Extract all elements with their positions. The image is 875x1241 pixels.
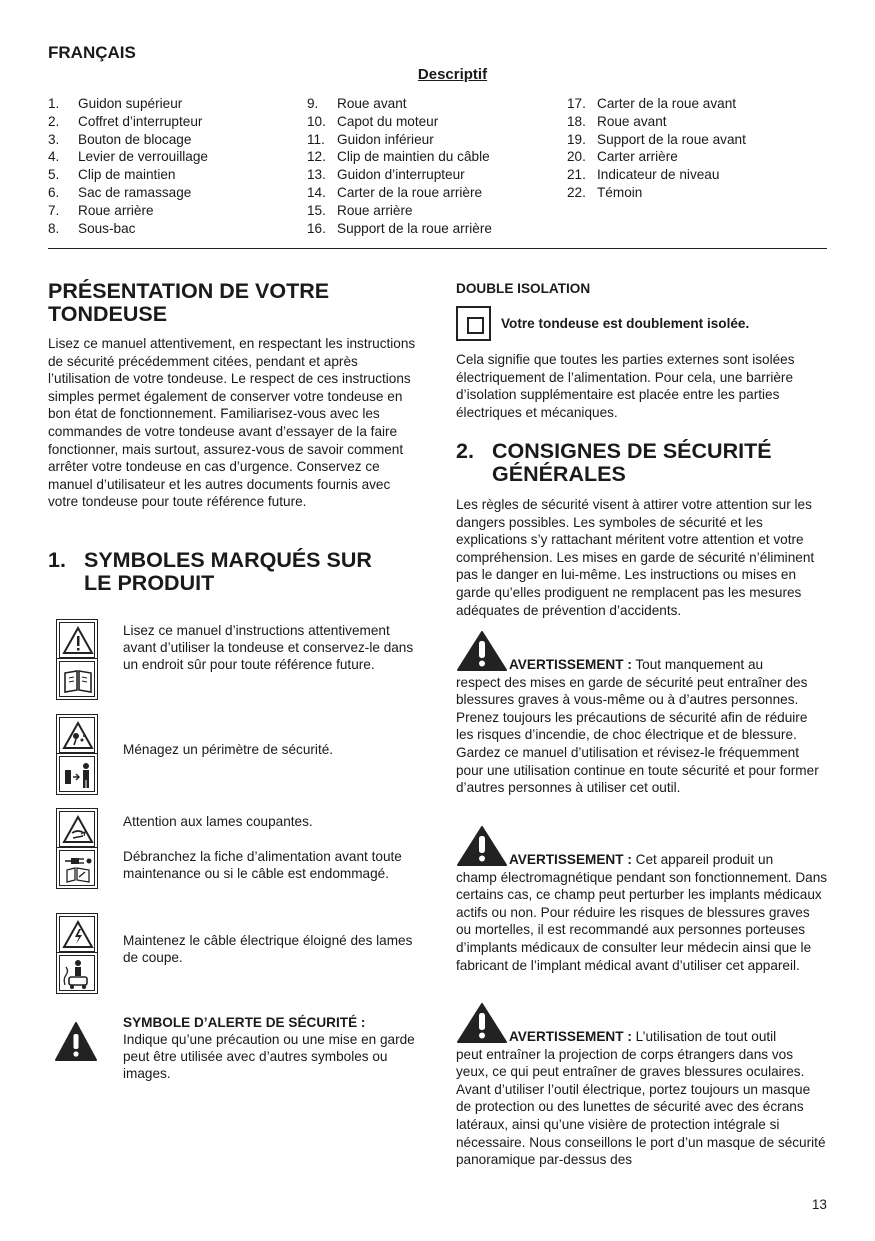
parts-list-item: 20. Carter arrière [567, 149, 678, 165]
symbol-text-safety-perimeter: Ménagez un périmètre de sécurité. [123, 742, 334, 757]
parts-list-item: 15. Roue arrière [307, 202, 413, 218]
parts-list-item: 18. Roue avant [567, 113, 667, 129]
warning-1: AVERTISSEMENT : Tout manquement au respect des mises en garde de sécurité peut entraîner des blessures graves à vous-même ou à d’autres personnes. Prenez toujours les précautions de sécurité afin de réduire les risques d’incendie, de choc électrique et de blessure. Gardez ce manuel d’utilisation et révisez-le fréquemment pour une utilisation continue en toute sécurité et pour former d’autres personnes à utiliser cet outil. [456, 657, 819, 796]
section1-heading: 1. SYMBOLES MARQUÉS SUR LE PRODUIT [48, 548, 372, 595]
warning-2: AVERTISSEMENT : Cet appareil produit un champ électromagnétique pendant son fonctionnement. Dans certains cas, ce champ peut perturber les implants médicaux actifs ou non. Pour réduire les risques de blessures graves ou mortelles, il est recommandé aux personnes porteuses d’implants médicaux de consulter leur médecin ainsi que le fabricant de l’implant médical avant d’utiliser cet appareil. [456, 852, 828, 973]
parts-list-item: 19. Support de la roue avant [567, 131, 746, 147]
safety-alert-icon [54, 1020, 98, 1064]
parts-list-item: 2. Coffret d’interrupteur [48, 113, 203, 129]
parts-list-column-1 [48, 95, 208, 237]
double-isolation-badge-text: Votre tondeuse est doublement isolée. [501, 316, 750, 331]
symbol-text-sharp-blades: Attention aux lames coupantes. [123, 814, 313, 829]
thrown-objects-icon [56, 714, 98, 756]
warning-3: AVERTISSEMENT : L’utilisation de tout outil peut entraîner la projection de corps étrangers dans vos yeux, ce qui peut entraîner de graves blessures oculaires. Avant d’utiliser l’outil électrique, portez toujours un masque de protection ou des lunettes de sécurité avec des écrans latéraux, ainsi qu’une visière de protection intégrale si nécessaire. Nous conseillons le port d’un masque de sécurité panoramique par-dessus des [456, 1029, 826, 1168]
parts-list-item: 16. Support de la roue arrière [307, 220, 492, 236]
parts-list-item: 9. Roue avant [307, 96, 407, 111]
parts-list-item: 4. Levier de verrouillage [48, 149, 208, 165]
double-isolation-title: DOUBLE ISOLATION [456, 281, 591, 296]
symbol-text-read-manual: Lisez ce manuel d’instructions attentivement avant d’utiliser la tondeuse et conservez-le dans un endroit sûr pour toute référence future. [123, 623, 414, 672]
safety-alert-text: SYMBOLE D’ALERTE DE SÉCURITÉ : Indique qu’une précaution ou une mise en garde peut être utilisée avec d’autres symboles ou images. [123, 1015, 415, 1081]
presentation-heading: PRÉSENTATION DE VOTRE TONDEUSE [48, 279, 330, 326]
warning-icon [56, 619, 98, 661]
parts-list-item: 12. Clip de maintien du câble [307, 149, 490, 165]
unplug-icon [56, 847, 98, 889]
manual-book-icon [56, 658, 98, 700]
parts-list-item: 8. Sous-bac [48, 220, 136, 236]
parts-list-item: 7. Roue arrière [48, 202, 154, 218]
parts-list-column-3 [567, 95, 746, 202]
parts-list-item: 5. Clip de maintien [48, 167, 176, 183]
presentation-body: Lisez ce manuel attentivement, en respectant les instructions de sécurité précédemment citées, pendant et après l’utilisation de votre tondeuse. Le respect de ces instructions simples permet également de conserver votre tondeuse en bon état de fonctionnement. Familiarisez-vous avec les commandes de votre tondeuse avant d’essayer de la faire fonctionner, mais surtout, assurez-vous de savoir comment arrêter votre tondeuse en cas d’urgence. Conservez ce manuel d’utilisateur et les autres documents fournis avec votre tondeuse pour toute référence future. [48, 336, 416, 510]
keep-distance-icon [56, 753, 98, 795]
language-heading: FRANÇAIS [48, 43, 136, 62]
section2-heading: 2. CONSIGNES DE SÉCURITÉ GÉNÉRALES [456, 439, 772, 486]
double-isolation-body: Cela signifie que toutes les parties externes sont isolées électriquement de l’alimentation. Pour cela, une barrière d’isolation supplémentaire est placée entre les parties électriques et mécaniques. [456, 352, 795, 420]
parts-list-item: 22. Témoin [567, 184, 643, 200]
cable-away-icon [56, 952, 98, 994]
symbol-text-unplug: Débranchez la fiche d’alimentation avant toute maintenance ou si le câble est endommagé. [123, 849, 402, 881]
page-number: 13 [811, 1197, 827, 1212]
parts-list-item: 6. Sac de ramassage [48, 184, 192, 200]
parts-list-item: 3. Bouton de blocage [48, 131, 192, 147]
double-isolation-icon [456, 306, 491, 341]
parts-list-column-2 [307, 95, 492, 237]
symbol-text-cable-away: Maintenez le câble électrique éloigné des lames de coupe. [123, 933, 413, 965]
description-title: Descriptif [417, 66, 488, 83]
parts-list-item: 13. Guidon d’interrupteur [307, 167, 465, 183]
section-divider [48, 248, 827, 249]
parts-list-item: 11. Guidon inférieur [307, 131, 434, 147]
parts-list-item: 10. Capot du moteur [307, 113, 439, 129]
parts-list-item: 1. Guidon supérieur [48, 96, 183, 111]
section2-body: Les règles de sécurité visent à attirer votre attention sur les dangers possibles. Les symboles de sécurité et les explications s’y rattachant méritent votre attention et votre compréhension. Les mises en garde de sécurité n’éliminent pas le danger en lui-même. Les instructions ou mises en garde qu’elles prodiguent ne remplacent pas les mesures adéquates de prévention d’accidents. [456, 497, 815, 618]
parts-list-item: 21. Indicateur de niveau [567, 167, 720, 183]
electric-hazard-icon [56, 913, 98, 955]
parts-list-item: 14. Carter de la roue arrière [307, 184, 483, 200]
parts-list-item: 17. Carter de la roue avant [567, 96, 737, 111]
sharp-blades-icon [56, 808, 98, 850]
